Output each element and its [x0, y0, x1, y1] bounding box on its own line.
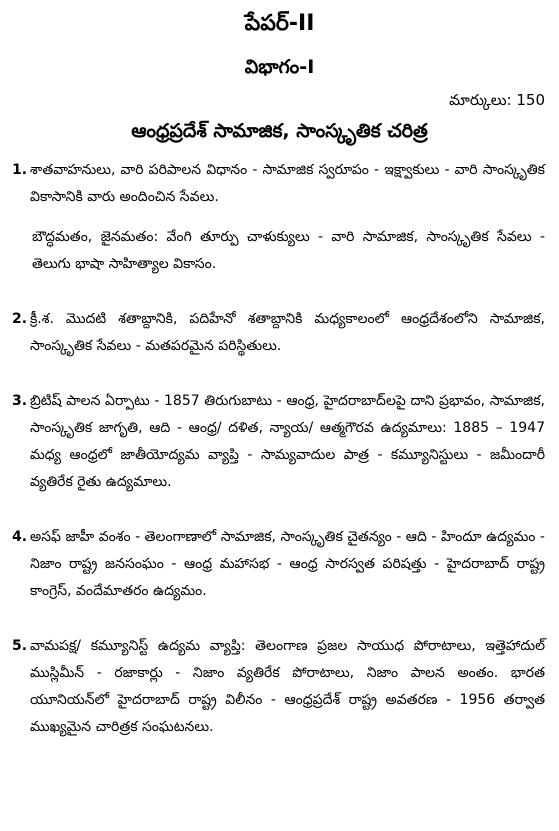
topic-item-4: [12, 524, 545, 605]
marks-label: మార్కులు: 150: [449, 91, 545, 109]
topic-item-5: [12, 633, 545, 741]
spacer: [12, 605, 545, 633]
topic-number: 5.: [12, 638, 28, 654]
topic-number: 4.: [12, 529, 28, 545]
topic-text: శాతవాహనులు, వారి పరిపాలన విధానం - సామాజిక స్వరూపం - ఇక్ష్వాకులు - వారి సాంస్కృతిక వికాసానికి వారు అందించిన సేవలు.: [30, 162, 545, 205]
topic-text: వామపక్ష/ కమ్యూనిస్ట్ ఉద్యమ వ్యాప్తి: తెలంగాణ ప్రజల సాయుధ పోరాటాలు, ఇత్తెహాదుల్ ముస్లిమీన్ - రజాకార్లు - నిజాం వ్యతిరేక పోరాటాలు, నిజాం పాలన అంతం. భారత యూనియన్‌లో హైదరాబాద్ రాష్ట్ర విలీనం - ఆంధ్రప్రదేశ్ రాష్ట్ర అవతరణ - 1956 తర్వాత ముఖ్యమైన చారిత్రక సంఘటనలు.: [30, 638, 545, 735]
topic-number: 3.: [12, 393, 28, 409]
section-title: విభాగం-I: [244, 56, 315, 78]
topic-list: [12, 157, 545, 741]
spacer: [12, 360, 545, 388]
topic-text: క్రీ.శ. మొదటి శతాబ్దానికి, పదిహేనో శతాబ్దానికి మధ్యకాలంలో ఆంధ్రదేశంలోని సామాజిక, సాంస్కృతిక సేవలు - మతపరమైన పరిస్థితులు.: [30, 311, 545, 354]
spacer: [12, 496, 545, 524]
topic-number: 1.: [12, 162, 28, 178]
topic-text: బ్రిటిష్ పాలన ఏర్పాటు - 1857 తిరుగుబాటు - ఆంధ్ర, హైదరాబాద్‌లపై దాని ప్రభావం, సామాజిక, సాంస్కృతిక జాగృతి, ఆది - ఆంధ్ర/ దళిత, న్యాయ/ ఆత్మగౌరవ ఉద్యమాలు: 1885 – 1947 మధ్య ఆంధ్రలో జాతీయోద్యమ వ్యాప్తి - సామ్యవాదుల పాత్ర - కమ్యూనిస్టులు - జమీందారీ వ్యతిరేక రైతు ఉద్యమాలు.: [30, 393, 545, 490]
spacer: [12, 278, 545, 306]
paper-title: పేపర్-II: [244, 11, 315, 36]
topic-number: 2.: [12, 311, 28, 327]
topic-text: అసఫ్ జాహీ వంశం - తెలంగాణాలో సామాజిక, సాంస్కృతిక చైతన్యం - ఆది - హిందూ ఉద్యమం - నిజాం రాష్ట్ర జనసంఘం - ఆంధ్ర మహాసభ - ఆంధ్ర సారస్వత పరిషత్తు - హైదరాబాద్ రాష్ట్ర కాంగ్రెస్, వందేమాతరం ఉద్యమం.: [30, 529, 545, 599]
topic-item-1: [12, 157, 545, 278]
topic-item-3: [12, 388, 545, 496]
subject-heading: ఆంధ్రప్రదేశ్ సామాజిక, సాంస్కృతిక చరిత్ర: [131, 120, 428, 142]
topic-text: బౌద్ధమతం, జైనమతం: వేంగి తూర్పు చాళుక్యులు - వారి సామాజిక, సాంస్కృతిక సేవలు - తెలుగు భాషా సాహిత్యాల వికాసం.: [32, 229, 545, 272]
topic-item-2: [12, 306, 545, 360]
